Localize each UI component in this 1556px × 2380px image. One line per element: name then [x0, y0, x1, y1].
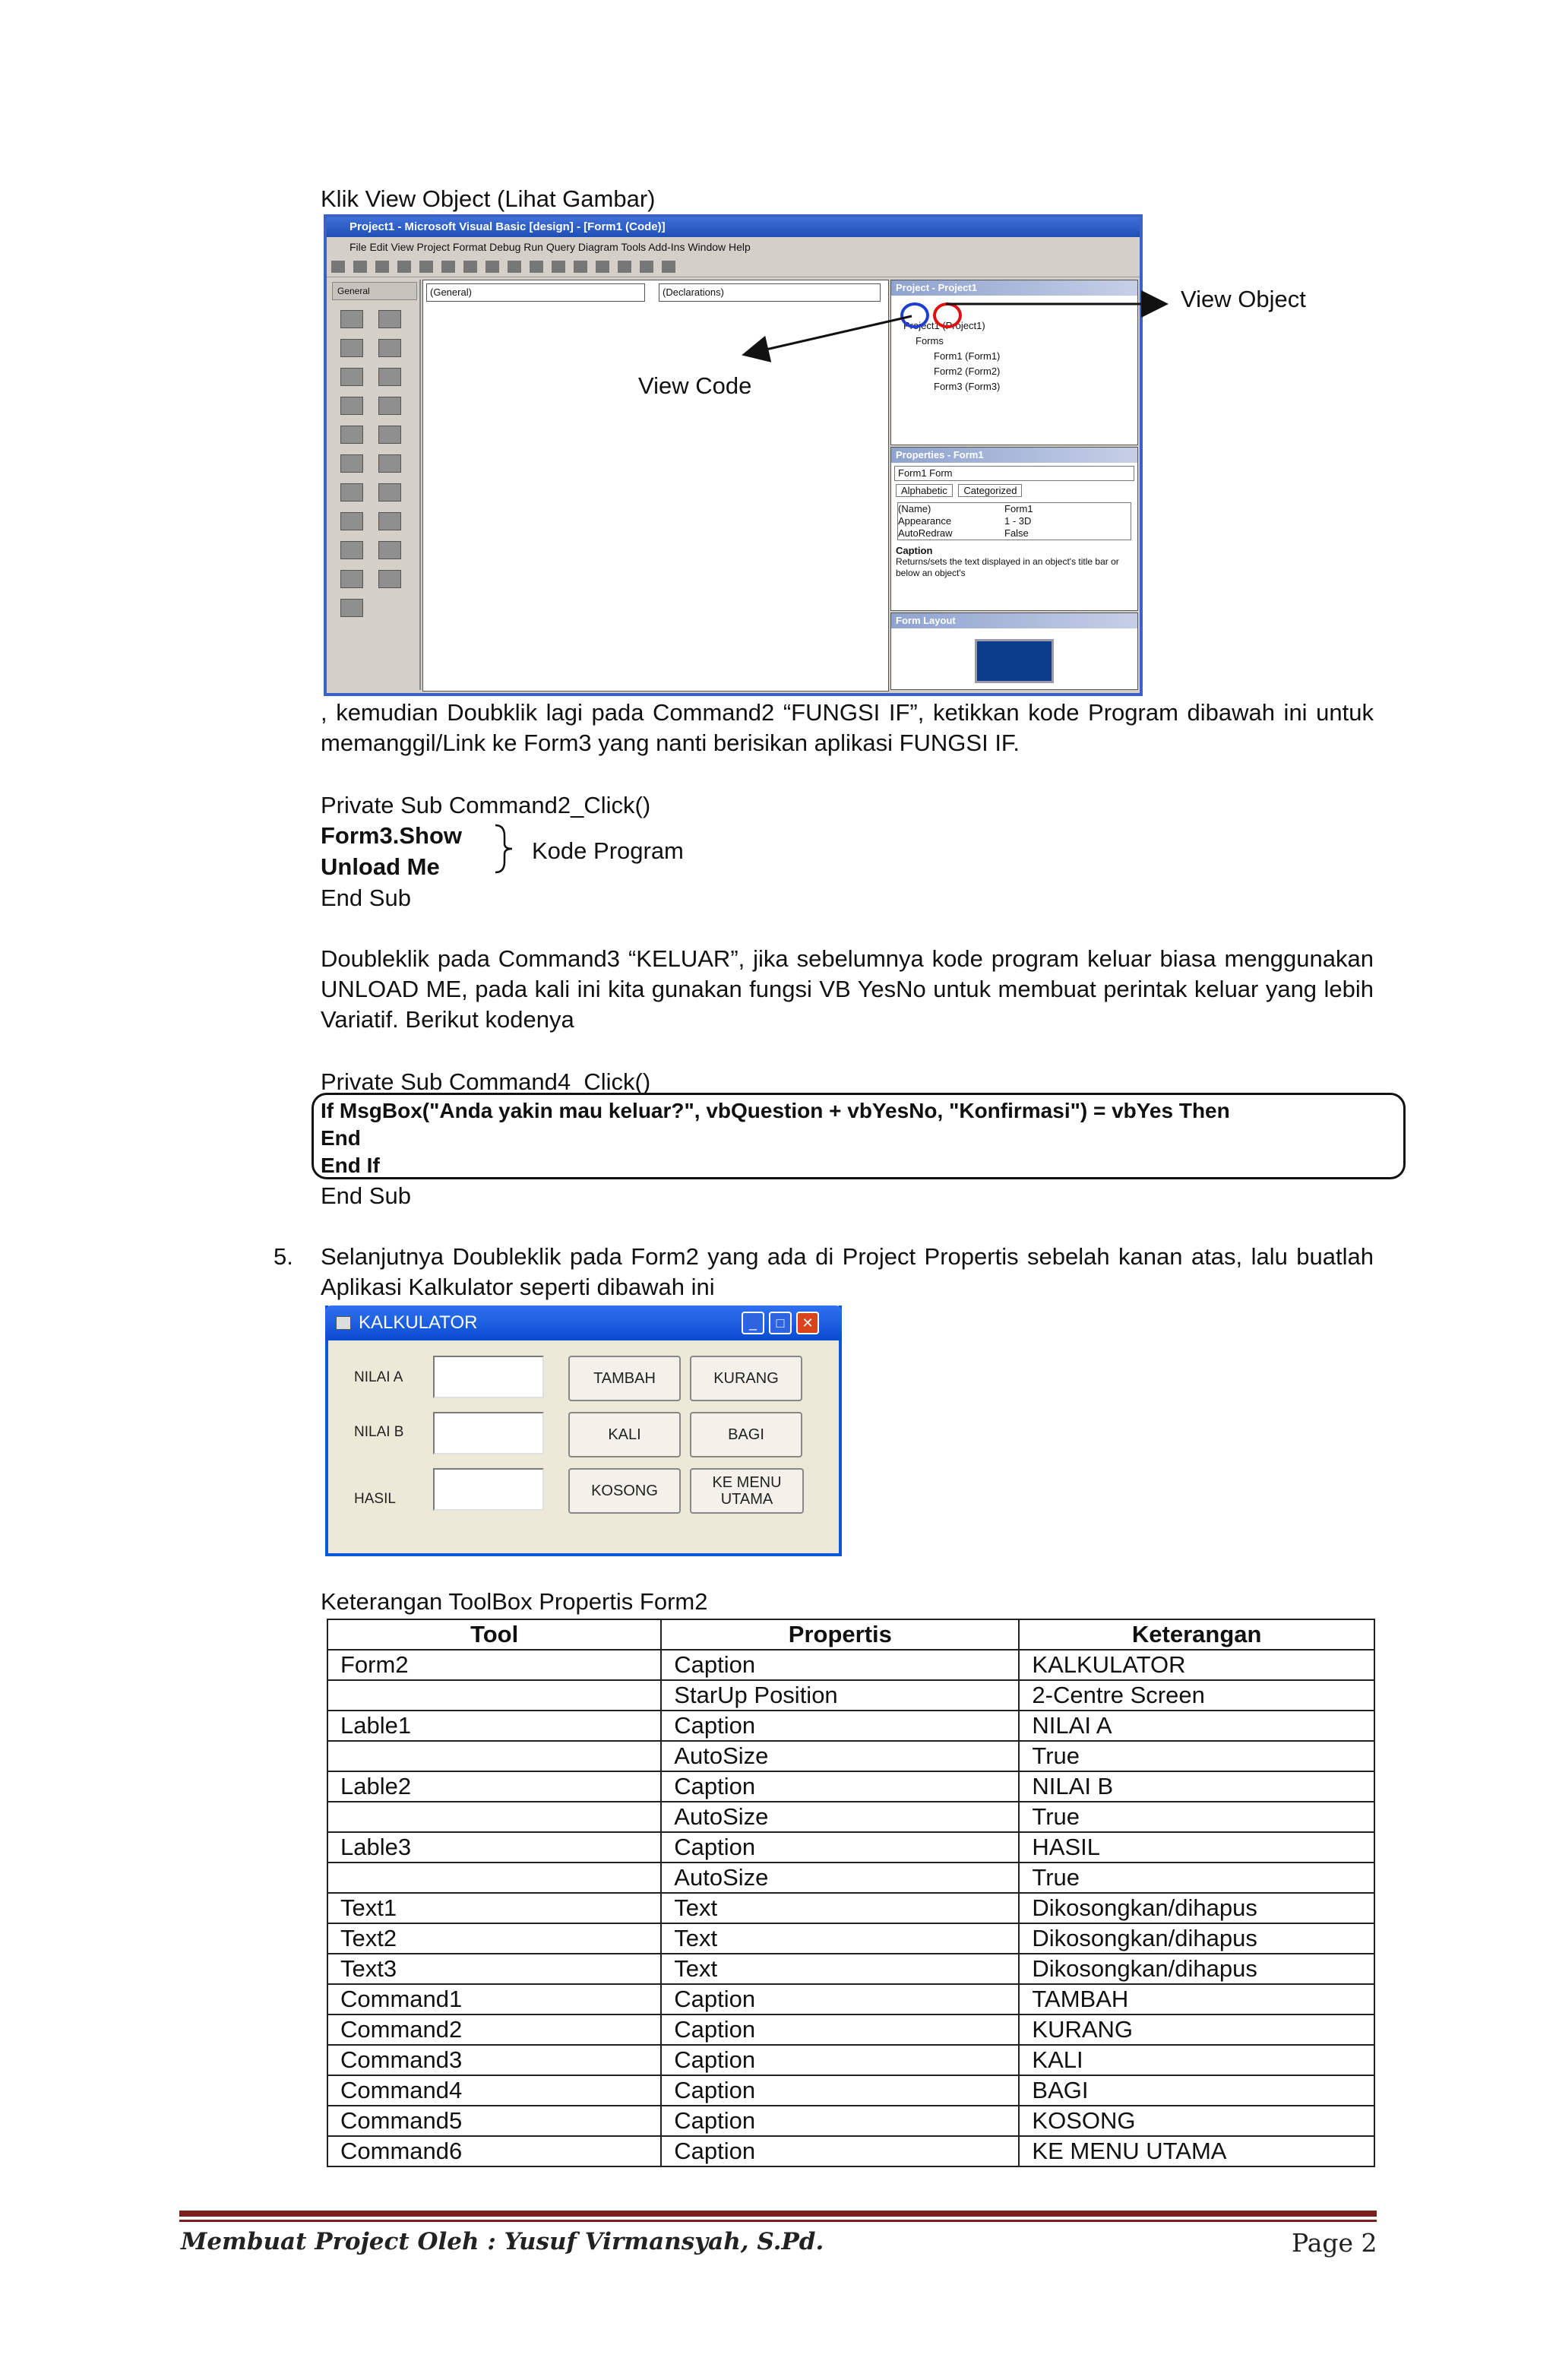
step5-number: 5. [274, 1243, 293, 1270]
tree-item: Form1 (Form1) [934, 350, 1001, 362]
ide-properties-window [890, 447, 1138, 611]
code2-line2: If MsgBox("Anda yakin mau keluar?", vbQuestion + vbYesNo, "Konfirmasi") = vbYes Then [321, 1099, 1230, 1122]
table-cell: Dikosongkan/dihapus [1019, 1954, 1374, 1984]
view-code-arrow [746, 316, 912, 354]
paragraph-command2: , kemudian Doubklik lagi pada Command2 “FUNGSI IF”, ketikkan kode Program dibawah ini untuk memanggil/Link ke Form3 yang nanti berisikan aplikasi FUNGSI IF. [321, 699, 1374, 756]
table-row [327, 2014, 1374, 2045]
table-cell: Caption [661, 1832, 1019, 1863]
table-cell: Command6 [327, 2136, 661, 2166]
combo-declarations: (Declarations) [659, 283, 881, 302]
prop-name: AutoRedraw [898, 527, 953, 539]
table-cell: AutoSize [661, 1741, 1019, 1771]
step5-text: Selanjutnya Doubleklik pada Form2 yang ada di Project Propertis sebelah kanan atas, lalu buatlah Aplikasi Kalkulator seperti dibawah ini [321, 1243, 1374, 1300]
minimize-icon[interactable]: _ [742, 1312, 764, 1334]
paragraph-command3: Doubleklik pada Command3 “KELUAR”, jika sebelumnya kode program keluar biasa menggunakan UNLOAD ME, pada kali ini kita gunakan fungsi VB YesNo untuk membuat perintak keluar yang lebih Variatif. Berikut kodenya [321, 945, 1374, 1033]
table-cell: Command3 [327, 2045, 661, 2075]
table-row [327, 1832, 1374, 1863]
table-cell: HASIL [1019, 1832, 1374, 1863]
table-cell [327, 1680, 661, 1711]
table-cell: BAGI [1019, 2075, 1374, 2106]
bagi-button[interactable]: BAGI [690, 1412, 802, 1457]
prop-value: False [1004, 527, 1029, 539]
footer-rule-thick [179, 2211, 1377, 2217]
header-propertis: Propertis [661, 1619, 1019, 1650]
tree-item: Form2 (Form2) [934, 366, 1001, 377]
table-cell: Text [661, 1893, 1019, 1923]
table-cell: Caption [661, 1711, 1019, 1741]
table-cell: Caption [661, 1771, 1019, 1802]
table-cell: KOSONG [1019, 2106, 1374, 2136]
table-cell: 2-Centre Screen [1019, 1680, 1374, 1711]
table-caption: Keterangan ToolBox Propertis Form2 [321, 1588, 708, 1615]
ide-menu-bar: File Edit View Project Format Debug Run Query Diagram Tools Add-Ins Window Help [349, 241, 751, 253]
table-cell: AutoSize [661, 1802, 1019, 1832]
caption-title: Caption [896, 545, 933, 556]
table-cell: Text1 [327, 1893, 661, 1923]
table-cell: Command1 [327, 1984, 661, 2014]
tree-item: Form3 (Form3) [934, 381, 1001, 392]
project-pane-title: Project - Project1 [891, 280, 1137, 296]
footer-author: Membuat Project Oleh : Yusuf Virmansyah, S.Pd. [181, 2228, 824, 2255]
kali-button[interactable]: KALI [568, 1412, 681, 1457]
properties-pane-title: Properties - Form1 [891, 448, 1137, 463]
tab-categorized: Categorized [958, 484, 1022, 497]
table-cell: Caption [661, 2136, 1019, 2166]
code1-line3: Unload Me [321, 853, 440, 880]
header-tool: Tool [327, 1619, 661, 1650]
table-cell: Command4 [327, 2075, 661, 2106]
view-code-label: View Code [638, 372, 752, 399]
label-nilai-b: NILAI B [354, 1424, 404, 1440]
code2-line5: End Sub [321, 1182, 411, 1209]
code1-line4: End Sub [321, 885, 411, 911]
table-cell: Caption [661, 1650, 1019, 1680]
code2-line4: End If [321, 1154, 380, 1177]
table-cell [327, 1741, 661, 1771]
table-row [327, 2075, 1374, 2106]
table-cell: Text [661, 1923, 1019, 1954]
table-cell: Caption [661, 2106, 1019, 2136]
table-cell: StarUp Position [661, 1680, 1019, 1711]
table-cell: Caption [661, 2045, 1019, 2075]
table-cell: Text [661, 1954, 1019, 1984]
table-cell: Dikosongkan/dihapus [1019, 1893, 1374, 1923]
maximize-icon[interactable]: □ [769, 1312, 792, 1334]
table-cell: NILAI B [1019, 1771, 1374, 1802]
tree-item: Forms [916, 335, 944, 347]
table-header-row [327, 1619, 1374, 1650]
text2-input[interactable] [433, 1412, 544, 1454]
table-row [327, 1741, 1374, 1771]
table-cell: Command2 [327, 2014, 661, 2045]
layout-pane-title: Form Layout [891, 613, 1137, 628]
toolbox-icons [330, 302, 419, 625]
header-keterangan: Keterangan [1019, 1619, 1374, 1650]
code2-line1: Private Sub Command4_Click() [321, 1068, 651, 1095]
table-row [327, 1893, 1374, 1923]
table-row [327, 2045, 1374, 2075]
table-row [327, 2106, 1374, 2136]
page-number: Page 2 [1292, 2228, 1377, 2258]
calculator-form [325, 1306, 842, 1556]
ide-form-layout [890, 612, 1138, 690]
table-cell: Text3 [327, 1954, 661, 1984]
table-row [327, 1802, 1374, 1832]
curly-brace [492, 822, 515, 875]
text1-input[interactable] [433, 1356, 544, 1398]
table-row [327, 1863, 1374, 1893]
table-cell: Lable2 [327, 1771, 661, 1802]
table-cell: Form2 [327, 1650, 661, 1680]
properties-table [327, 1619, 1375, 2167]
table-cell: KALKULATOR [1019, 1650, 1374, 1680]
toolbox-title: General [332, 282, 417, 300]
tree-item: Project1 (Project1) [903, 320, 985, 331]
form-icon [336, 1316, 351, 1330]
combo-general: (General) [426, 283, 645, 302]
table-cell: Lable1 [327, 1711, 661, 1741]
kode-program-label: Kode Program [532, 837, 684, 864]
intro-text: Klik View Object (Lihat Gambar) [321, 185, 656, 212]
annotation-arrows [684, 289, 1216, 372]
layout-form-preview [975, 639, 1054, 683]
tambah-button[interactable]: TAMBAH [568, 1356, 681, 1401]
table-row [327, 1680, 1374, 1711]
ide-toolbox [330, 280, 421, 690]
table-cell: Caption [661, 2014, 1019, 2045]
table-cell [327, 1802, 661, 1832]
kurang-button[interactable]: KURANG [690, 1356, 802, 1401]
calculator-title-bar [325, 1306, 842, 1340]
caption-description: Returns/sets the text displayed in an object's title bar or below an object's [896, 556, 1119, 578]
table-cell: True [1019, 1741, 1374, 1771]
footer-rule-thin [179, 2220, 1377, 2222]
prop-value: 1 - 3D [1004, 515, 1032, 527]
table-cell: KURANG [1019, 2014, 1374, 2045]
code1-line2: Form3.Show [321, 822, 463, 849]
text3-input[interactable] [433, 1468, 544, 1511]
calculator-title: KALKULATOR [359, 1312, 478, 1333]
table-cell: TAMBAH [1019, 1984, 1374, 2014]
prop-name: Appearance [898, 515, 952, 527]
table-row [327, 2136, 1374, 2166]
view-object-label: View Object [1181, 286, 1306, 312]
table-row [327, 1711, 1374, 1741]
properties-object: Form1 Form [894, 466, 1134, 481]
ide-title-bar: Project1 - Microsoft Visual Basic [design] - [Form1 (Code)] [327, 217, 1140, 237]
code1-line1: Private Sub Command2_Click() [321, 792, 651, 818]
table-row [327, 1923, 1374, 1954]
table-cell: Lable3 [327, 1832, 661, 1863]
table-cell: Command5 [327, 2106, 661, 2136]
tab-alphabetic: Alphabetic [896, 484, 953, 497]
table-cell: NILAI A [1019, 1711, 1374, 1741]
label-hasil: HASIL [354, 1491, 396, 1507]
table-cell: True [1019, 1863, 1374, 1893]
table-cell: Text2 [327, 1923, 661, 1954]
code2-line3: End [321, 1126, 361, 1150]
table-row [327, 1650, 1374, 1680]
table-row [327, 1771, 1374, 1802]
prop-name: (Name) [898, 503, 931, 514]
ke-menu-utama-button[interactable]: KE MENU UTAMA [690, 1468, 804, 1514]
table-row [327, 1954, 1374, 1984]
table-cell: Caption [661, 1984, 1019, 2014]
kosong-button[interactable]: KOSONG [568, 1468, 681, 1514]
table-cell [327, 1863, 661, 1893]
properties-grid [897, 502, 1131, 540]
close-icon[interactable]: ✕ [796, 1312, 819, 1334]
table-cell: KE MENU UTAMA [1019, 2136, 1374, 2166]
table-cell: True [1019, 1802, 1374, 1832]
table-cell: KALI [1019, 2045, 1374, 2075]
table-cell: Dikosongkan/dihapus [1019, 1923, 1374, 1954]
table-cell: AutoSize [661, 1863, 1019, 1893]
ide-toolbar [327, 257, 1140, 277]
label-nilai-a: NILAI A [354, 1369, 403, 1385]
vb-ide-screenshot [324, 214, 1143, 696]
table-cell: Caption [661, 2075, 1019, 2106]
prop-value: Form1 [1004, 503, 1033, 514]
table-row [327, 1984, 1374, 2014]
